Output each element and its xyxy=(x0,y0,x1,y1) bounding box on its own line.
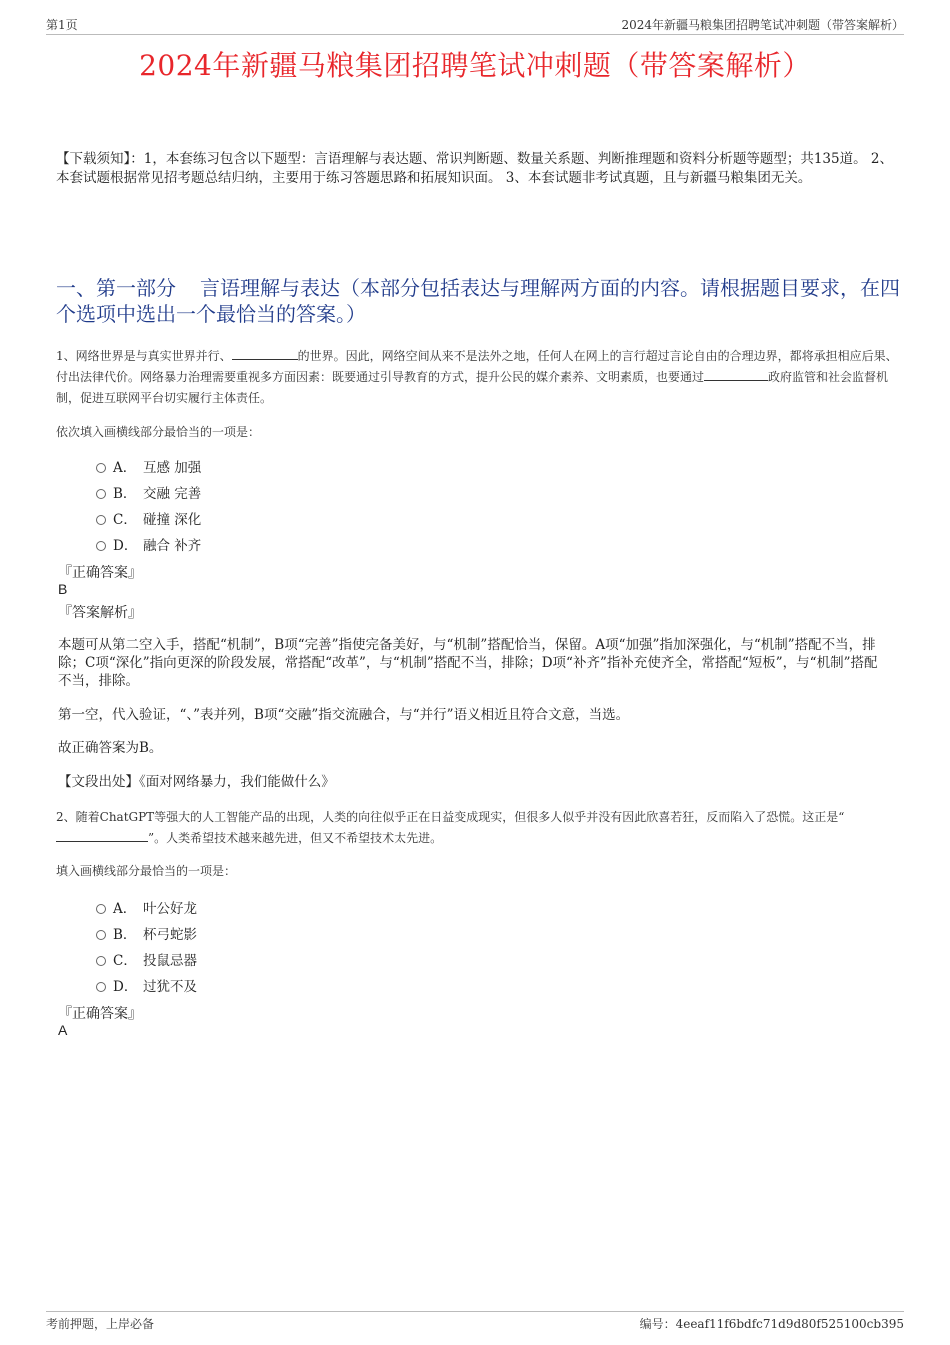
q1-analysis-3: 故正确答案为B。 xyxy=(58,740,163,756)
radio-icon[interactable] xyxy=(96,541,106,551)
section-description: 言语理解与表达（本部分包括表达与理解两方面的内容。请根据题目要求，在四个选项中选出一个最恰当的答案。） xyxy=(56,276,900,326)
radio-icon[interactable] xyxy=(96,463,106,473)
section-part: 一、第一部分 xyxy=(56,276,176,300)
q2-answer: A xyxy=(58,1022,68,1038)
q1-option-a[interactable]: A． 互感 加强 xyxy=(96,453,201,479)
section-heading xyxy=(56,275,900,327)
q2-answer-label: 『正确答案』 xyxy=(58,1006,142,1022)
q1-answer: B xyxy=(58,581,68,597)
q1-answer-label: 『正确答案』 xyxy=(58,565,142,581)
radio-icon[interactable] xyxy=(96,982,106,992)
radio-icon[interactable] xyxy=(96,956,106,966)
page-header xyxy=(46,14,904,35)
q2-options xyxy=(96,894,197,998)
q2-option-d[interactable]: D． 过犹不及 xyxy=(96,972,197,998)
radio-icon[interactable] xyxy=(96,930,106,940)
download-notice: 【下载须知】：1，本套练习包含以下题型：言语理解与表达题、常识判断题、数量关系题、判断推理题和资料分析题等题型；共135道。 2、本套试题根据常见招考题总结归纳，主要用于练习答题思路和拓展知识面。 3、本套试题非考试真题，且与新疆马粮集团无关。 xyxy=(56,151,893,186)
q2-text-b: ”。人类希望技术越来越先进，但又不希望技术太先进。 xyxy=(148,831,443,845)
question-1-text xyxy=(56,346,900,409)
q2-option-c[interactable]: C． 投鼠忌器 xyxy=(96,946,197,972)
header-doc-title: 2024年新疆马粮集团招聘笔试冲刺题（带答案解析） xyxy=(621,18,904,32)
radio-icon[interactable] xyxy=(96,904,106,914)
q2-blank xyxy=(56,828,148,842)
q1-blank-1 xyxy=(232,346,298,360)
footer-code: 编号：4eeaf11f6bdfc71d9d80f525100cb395 xyxy=(639,1317,904,1331)
radio-icon[interactable] xyxy=(96,515,106,525)
q1-option-c[interactable]: C． 碰撞 深化 xyxy=(96,505,201,531)
q1-options xyxy=(96,453,201,557)
page-number: 第1页 xyxy=(46,18,78,32)
q1-source: 【文段出处】《面对网络暴力，我们能做什么》 xyxy=(58,774,335,790)
footer-slogan: 考前押题，上岸必备 xyxy=(46,1317,155,1331)
q1-option-b[interactable]: B． 交融 完善 xyxy=(96,479,201,505)
q1-analysis-1: 本题可从第二空入手，搭配“机制”，B项“完善”指使完备美好，与“机制”搭配恰当，保留。A项“加强”指加深强化，与“机制”搭配不当，排除；C项“深化”指向更深的阶段发展，常搭配“改革”，与“机制”搭配不当，排除；D项“补齐”指补充使齐全，常搭配“短板”，与“机制”搭配不当，排除。 xyxy=(58,637,878,689)
q1-option-d[interactable]: D． 融合 补齐 xyxy=(96,531,201,557)
q1-prompt: 依次填入画横线部分最恰当的一项是： xyxy=(56,425,261,439)
q2-option-b[interactable]: B． 杯弓蛇影 xyxy=(96,920,197,946)
q1-text-c: 政府监管和社会监督机制，促进互联网平台切实履行主体责任。 xyxy=(56,370,889,405)
question-2-text xyxy=(56,807,900,849)
q2-prompt: 填入画横线部分最恰当的一项是： xyxy=(56,864,237,878)
q1-text-b: 的世界。因此，网络空间从来不是法外之地，任何人在网上的言行超过言论自由的合理边界，都将承担相应后果、付出法律代价。网络暴力治理需要重视多方面因素：既要通过引导教育的方式，提升公民的媒介素养、文明素质，也要通过 xyxy=(56,349,898,384)
page-footer xyxy=(46,1311,904,1332)
q2-option-a[interactable]: A． 叶公好龙 xyxy=(96,894,197,920)
q1-analysis-2: 第一空，代入验证，“、”表并列，B项“交融”指交流融合，与“并行”语义相近且符合文意，当选。 xyxy=(58,707,630,723)
radio-icon[interactable] xyxy=(96,489,106,499)
q1-text-a: 1、网络世界是与真实世界并行、 xyxy=(56,349,232,363)
document-title: 2024年新疆马粮集团招聘笔试冲刺题（带答案解析） xyxy=(139,49,811,82)
q2-text-a: 2、随着ChatGPT等强大的人工智能产品的出现，人类的向往似乎正在日益变成现实，但很多人似乎并没有因此欣喜若狂，反而陷入了恐慌。这正是“ xyxy=(56,810,845,824)
q1-analysis-label: 『答案解析』 xyxy=(58,605,142,621)
q1-blank-2 xyxy=(704,367,768,381)
